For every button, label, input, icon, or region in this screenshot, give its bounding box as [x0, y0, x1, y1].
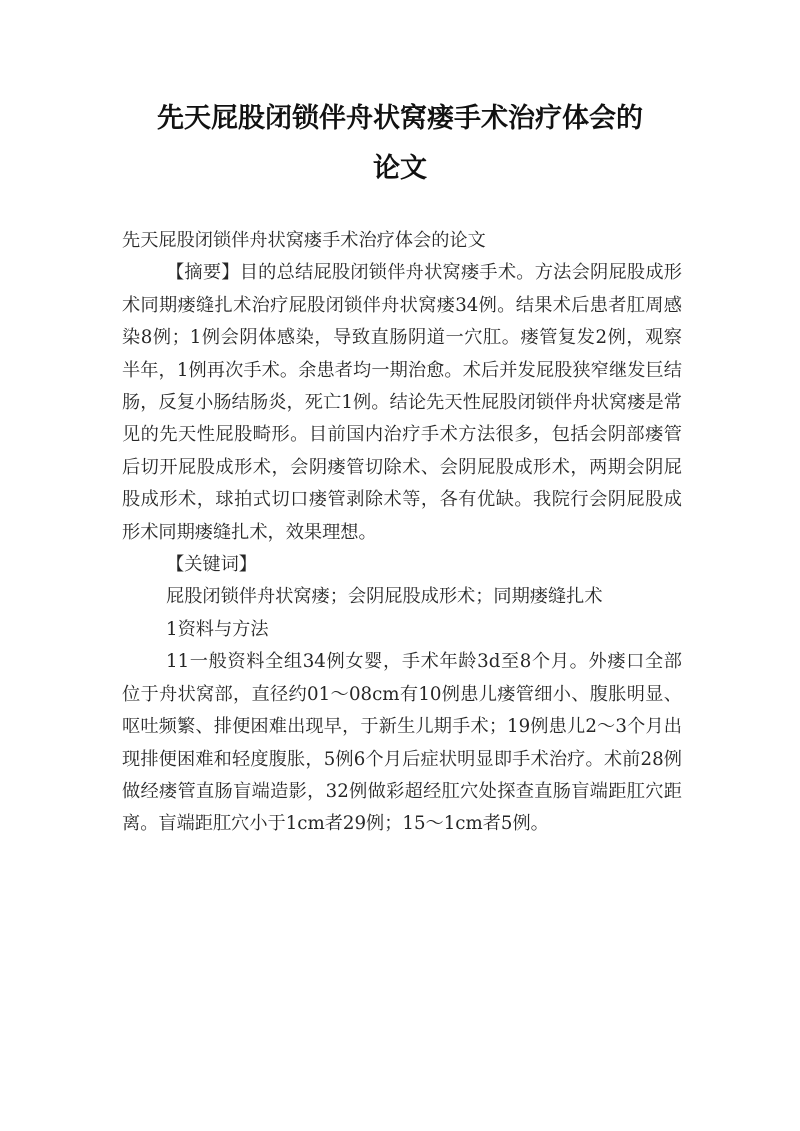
- section-heading: 1资料与方法: [166, 618, 269, 640]
- document-body: [122, 225, 682, 841]
- subtitle-paragraph: 先天屁股闭锁伴舟状窝瘘手术治疗体会的论文: [122, 230, 486, 251]
- general-info-paragraph: 11一般资料全组34例女婴，手术年龄3d至8个月。外瘘口全部位于舟状窝部，直径约01～08cm有10例患儿瘘管细小、腹胀明显、呕吐频繁、排便困难出现早，于新生儿期手术；19例患儿2～3个月出现排便困难和轻度腹胀，5例6个月后症状明显即手术治疗。术前28例做经瘘管直肠盲端造影，32例做彩超经肛穴处探查直肠盲端距肛穴距离。盲端距肛穴小于1cm者29例；15～1cm者5例。: [122, 651, 682, 835]
- keywords-text: 屁股闭锁伴舟状窝瘘；会阴屁股成形术；同期瘘缝扎术: [166, 586, 603, 608]
- keywords-heading: 【关键词】: [166, 554, 257, 576]
- document-title: 先天屁股闭锁伴舟状窝瘘手术治疗体会的 论文: [157, 103, 643, 184]
- abstract-paragraph: 【摘要】目的总结屁股闭锁伴舟状窝瘘手术。方法会阴屁股成形术同期瘘缝扎术治疗屁股闭锁伴舟状窝瘘34例。结果术后患者肛周感染8例；1例会阴体感染，导致直肠阴道一穴肛。瘘管复发2例，观察半年，1例再次手术。余患者均一期治愈。术后并发屁股狭窄继发巨结肠，反复小肠结肠炎，死亡1例。结论先天性屁股闭锁伴舟状窝瘘是常见的先天性屁股畸形。目前国内治疗手术方法很多，包括会阴部瘘管后切开屁股成形术，会阴瘘管切除术、会阴屁股成形术，两期会阴屁股成形术，球拍式切口瘘管剥除术等，各有优缺。我院行会阴屁股成形术同期瘘缝扎术，效果理想。: [122, 262, 682, 543]
